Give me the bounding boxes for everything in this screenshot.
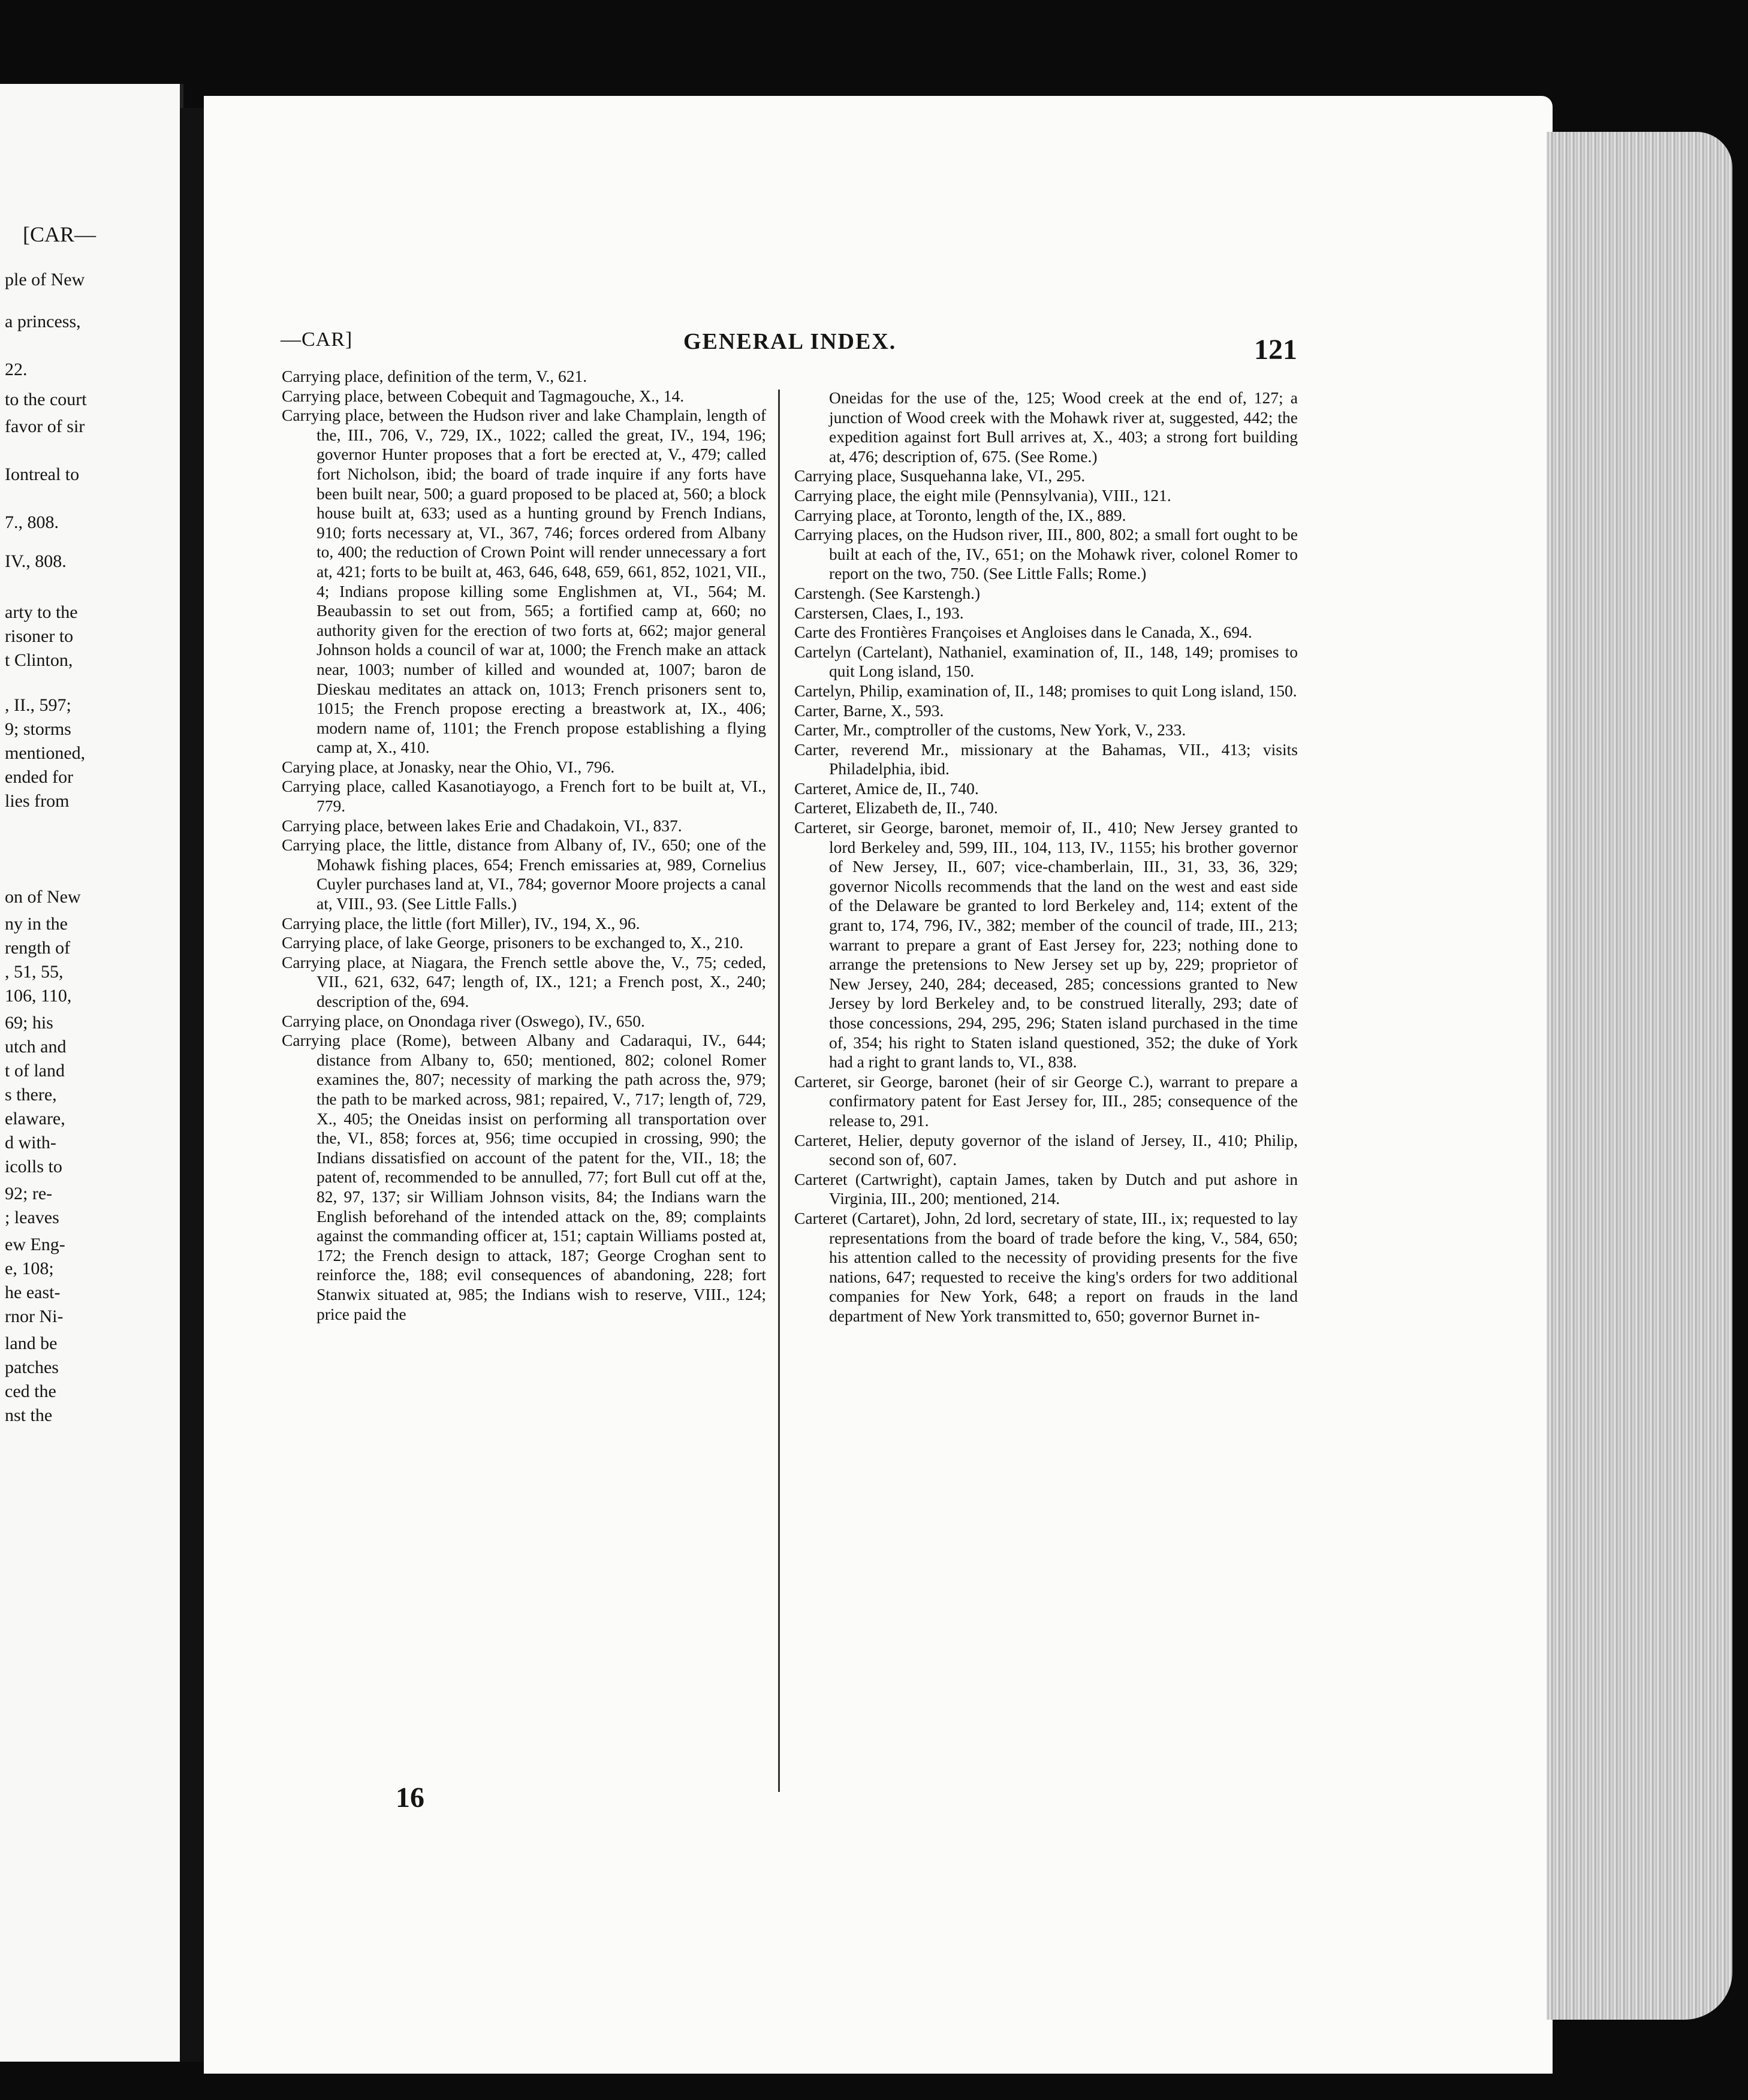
left-page-text: s there, xyxy=(5,1085,57,1105)
left-page-text: ew Eng- xyxy=(5,1235,65,1254)
left-page-fragment xyxy=(0,84,183,2062)
left-page-text: ended for xyxy=(5,767,74,787)
left-page-text: 92; re- xyxy=(5,1184,53,1203)
index-entry: Carrying place, of lake George, prisoners to be exchanged to, X., 210. xyxy=(282,933,744,952)
left-page-text: risoner to xyxy=(5,626,74,646)
index-entry: Carte des Frontières Françoises et Angloises dans le Canada, X., 694. xyxy=(794,623,1252,642)
index-entry: Oneidas for the use of the, 125; Wood creek at the end of, 127; a junction of Wood creek with the Mohawk river at, suggested, 442; the expedition against fort Bull arrives at, X., 403; a strong fort building at, 476; description of, 675. (See Rome.) xyxy=(829,388,1298,466)
left-page-text: land be xyxy=(5,1333,58,1353)
index-entry: Carter, Mr., comptroller of the customs, New York, V., 233. xyxy=(794,720,1186,740)
index-entry: Carrying place, between lakes Erie and Chadakoin, VI., 837. xyxy=(282,816,682,835)
left-page-text: he east- xyxy=(5,1283,61,1302)
left-page-text: d with- xyxy=(5,1133,56,1152)
index-entry: Carrying place, the eight mile (Pennsylvania), VIII., 121. xyxy=(794,485,1171,505)
left-page-text: a princess, xyxy=(5,312,81,331)
page-number: 121 xyxy=(1254,334,1297,366)
index-entry: Carteret, Elizabeth de, II., 740. xyxy=(794,798,998,817)
index-entry: Carying place, at Jonasky, near the Ohio, VI., 796. xyxy=(282,757,615,776)
left-page-text: ced the xyxy=(5,1381,56,1401)
index-entry: Carrying place, definition of the term, V., 621. xyxy=(282,367,587,385)
header-title: GENERAL INDEX. xyxy=(683,329,897,354)
header-range: —CAR] xyxy=(281,328,353,351)
index-entry: Carstersen, Claes, I., 193. xyxy=(794,603,964,622)
index-entry: Carteret (Cartaret), John, 2d lord, secretary of state, III., ix; requested to lay representations from the board of trade before the king, V., 584, 650; his attention called to the necessity of providing presents for the five nations, 647; requested to receive the king's orders for two additional companies for New York, 648; a report on frauds in the land department of New York transmitted to, 650; governor Burnet in- xyxy=(794,1208,1298,1325)
left-page-text: nst the xyxy=(5,1405,53,1425)
index-entry: Carstengh. (See Karstengh.) xyxy=(794,583,981,602)
index-entry: Carteret, sir George, baronet, memoir of, II., 410; New Jersey granted to lord Berkeley and, 599, III., 104, 113, IV., 1155; his brother governor of New Jersey, II., 607; vice-chamberlain, III., 31, 33, 36, 329; governor Nicolls recommends that the land on the west and east side of the Delaware be granted to lord Berkeley and, 114; extent of the grant to, 174, 796, IV., 382; member of the council of trade, III., 213; warrant to prepare a grant of East Jersey for, 223; nothing done to arrange the pretensions to New Jersey set up by, 229; proprietor of New Jersey, 240, 284; deceased, 285; concessions granted to New Jersey by lord Berkeley and, to be construed literally, 293; date of those concessions, 294, 295, 296; Staten island purchased in the time of, 354; his right to Staten island questioned, 352; the duke of York had a right to grant lands to, VI., 838. xyxy=(794,818,1298,1072)
left-page-text: to the court xyxy=(5,390,87,409)
index-entry: Cartelyn, Philip, examination of, II., 148; promises to quit Long island, 150. xyxy=(794,681,1297,700)
index-entry: Carrying place, at Toronto, length of the, IX., 889. xyxy=(794,505,1126,524)
left-page-text: mentioned, xyxy=(5,743,86,763)
index-entry: Carrying place, Susquehanna lake, VI., 295. xyxy=(794,466,1086,485)
index-entry: Carrying place (Rome), between Albany and Cadaraqui, IV., 644; distance from Albany to, 650; mentioned, 802; colonel Romer examines the, 807; necessity of marking the path across the, 979; the path to be marked across, 981; repaired, V., 717; length of, 729, X., 405; the Oneidas insist on performing all transportation over the, VI., 858; forces at, 956; time occupied in crossing, 990; the Indians dissatisfied on account of the patent for the, VII., 18; the patent of, recommended to be annulled, 77; fort Bull cut off at the, 82, 97, 137; sir William Johnson visits, 84; the Indians warn the English beforehand of the intended attack on the, 89; complaints against the commanding officer at, 151; captain Williams posted at, 172; the French design to attack, 187; George Croghan sent to reinforce the, 188; evil consequences of abandoning, 228; fort Stanwix situated at, 985; the Indians wish to reserve, VIII., 124; price paid the xyxy=(282,1031,766,1323)
left-page-text: rnor Ni- xyxy=(5,1307,64,1326)
left-page-text: on of New xyxy=(5,887,81,907)
left-page-text: 106, 110, xyxy=(5,986,72,1006)
index-entry: Carrying place, the little (fort Miller), IV., 194, X., 96. xyxy=(282,913,640,933)
left-page-text: icolls to xyxy=(5,1157,62,1176)
left-page-text: IV., 808. xyxy=(5,551,67,571)
left-page-text: ny in the xyxy=(5,914,68,934)
index-entry: Carter, Barne, X., 593. xyxy=(794,701,944,720)
index-entry: Carrying places, on the Hudson river, III., 800, 802; a small fort ought to be built at each of the, IV., 651; on the Mohawk river, colonel Romer to report on the two, 750. (See Little Falls; Rome.) xyxy=(794,525,1298,583)
left-page-text: 7., 808. xyxy=(5,512,59,532)
left-page-text: ple of New xyxy=(5,270,85,289)
index-entry: Carrying place, at Niagara, the French settle above the, V., 75; ceded, VII., 621, 632, 647; length of, IX., 121; a French post, X., 240; description of the, 694. xyxy=(282,952,766,1010)
index-entry: Carteret, Helier, deputy governor of the island of Jersey, II., 410; Philip, second son of, 607. xyxy=(794,1130,1298,1169)
index-column-right xyxy=(794,388,1298,1326)
index-entry: Carter, reverend Mr., missionary at the Bahamas, VII., 413; visits Philadelphia, ibid. xyxy=(794,740,1298,779)
left-page-text: arty to the xyxy=(5,602,78,622)
column-divider xyxy=(778,390,780,1792)
left-page-text: [CAR— xyxy=(23,222,97,246)
left-page-text: lies from xyxy=(5,791,70,811)
index-entry: Carrying place, between Cobequit and Tagmagouche, X., 14. xyxy=(282,386,685,405)
index-entry: Carrying place, called Kasanotiayogo, a French fort to be built at, VI., 779. xyxy=(282,777,766,816)
left-page-text: 22. xyxy=(5,360,28,379)
left-page-text: elaware, xyxy=(5,1109,65,1129)
left-page-text: utch and xyxy=(5,1037,67,1057)
left-page-text: 9; storms xyxy=(5,719,71,739)
index-entry: Carrying place, between the Hudson river and lake Champlain, length of the, III., 706, V., 729, IX., 1022; called the great, IV., 194, 196; governor Hunter proposes that a fort be erected at, V., 479; called fort Nicholson, ibid; the board of trade inquire if any forts have been built near, 500; a guard proposed to be placed at, 560; a block house built at, 633; used as a hunting ground by French Indians, 910; forts necessary at, VI., 367, 746; forces ordered from Albany to, 400; the reduction of Crown Point will render unnecessary a fort at, 421; forts to be built at, 463, 646, 648, 659, 661, 852, 1021, VII., 4; Indians propose killing some Englishmen at, VI., 564; M. Beaubassin to set out from, 565; a fortified camp at, 660; no authority given for the erection of two forts at, 662; major general Johnson holds a council of war at, 1000; the French make an attack near, 1003; number of killed and wounded at, 1007; baron de Dieskau meditates an attack on, 1013; French prisoners sent to, 1015; the French propose erecting a breastwork at, IX., 406; modern name of, 1101; the French propose establishing a flying camp at, X., 410. xyxy=(282,406,766,757)
running-header xyxy=(204,328,1553,370)
left-page-text: t Clinton, xyxy=(5,650,73,670)
index-entry: Carteret, sir George, baronet (heir of sir George C.), warrant to prepare a confirmatory patent for East Jersey for, III., 285; consequence of the release to, 291. xyxy=(794,1072,1298,1130)
left-page-text: favor of sir xyxy=(5,417,85,436)
left-page-text: rength of xyxy=(5,938,71,958)
signature-mark: 16 xyxy=(396,1782,424,1814)
left-page-text: , 51, 55, xyxy=(5,962,64,982)
left-page-text: t of land xyxy=(5,1061,65,1081)
index-column-left xyxy=(282,367,766,1324)
left-page-text: e, 108; xyxy=(5,1259,54,1278)
left-page-text: Iontreal to xyxy=(5,464,80,484)
index-entry: Carteret (Cartwright), captain James, taken by Dutch and put ashore in Virginia, III., 200; mentioned, 214. xyxy=(794,1169,1298,1208)
index-entry: Carrying place, on Onondaga river (Oswego), IV., 650. xyxy=(282,1011,645,1030)
left-page-text: patches xyxy=(5,1357,59,1377)
index-entry: Cartelyn (Cartelant), Nathaniel, examination of, II., 148, 149; promises to quit Long island, 150. xyxy=(794,642,1298,681)
left-page-text: ; leaves xyxy=(5,1208,59,1227)
index-entry: Carrying place, the little, distance from Albany of, IV., 650; one of the Mohawk fishing places, 654; French emissaries at, 989, Cornelius Cuyler purchases land at, VI., 784; governor Moore projects a canal at, VIII., 93. (See Little Falls.) xyxy=(282,835,766,913)
page-edges xyxy=(1547,132,1732,2020)
left-page-text: 69; his xyxy=(5,1013,53,1033)
left-page-text: , II., 597; xyxy=(5,695,71,715)
index-entry: Carteret, Amice de, II., 740. xyxy=(794,779,979,798)
